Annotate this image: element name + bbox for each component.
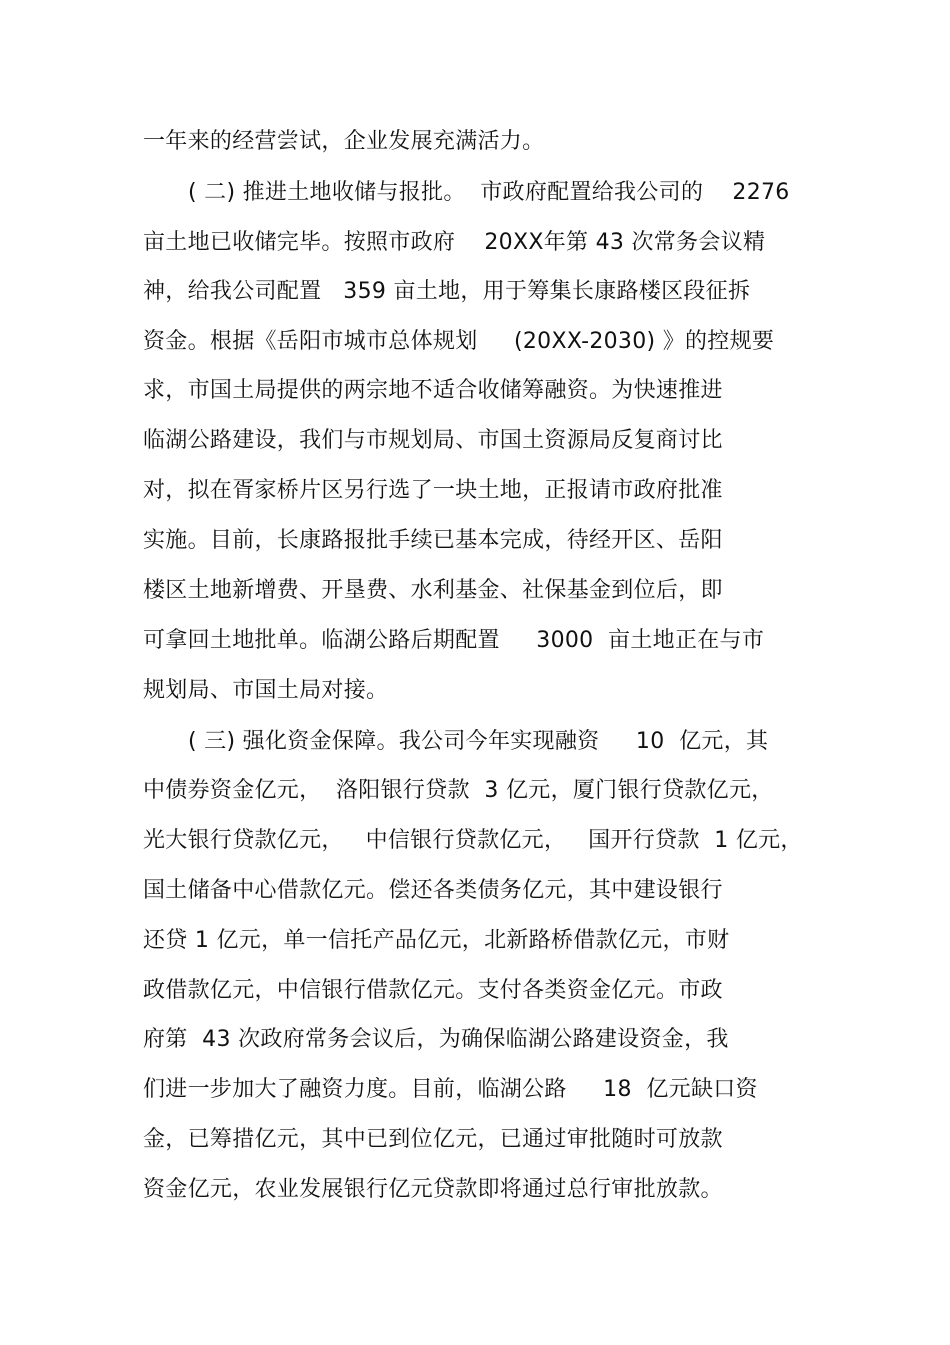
paragraph-line: 求，市国土局提供的两宗地不适合收储筹融资。为快速推进	[143, 378, 723, 403]
paragraph-line: 光大银行贷款亿元， 中信银行贷款亿元， 国开行贷款 1 亿元，	[143, 828, 803, 853]
paragraph-line: 神，给我公司配置 359 亩土地，用于筹集长康路楼区段征拆	[143, 279, 751, 304]
paragraph-line: 们进一步加大了融资力度。目前，临湖公路 18 亿元缺口资	[143, 1077, 758, 1102]
paragraph-line: 亩土地已收储完毕。按照市政府 20XX年第 43 次常务会议精	[143, 230, 766, 255]
paragraph-line: 可拿回土地批单。临湖公路后期配置 3000 亩土地正在与市	[143, 628, 765, 653]
paragraph-line: 临湖公路建设，我们与市规划局、市国土资源局反复商讨比	[143, 428, 723, 453]
paragraph-line: 府第 43 次政府常务会议后，为确保临湖公路建设资金，我	[143, 1027, 729, 1052]
paragraph-line: 政借款亿元，中信银行借款亿元。支付各类资金亿元。市政	[143, 978, 723, 1003]
paragraph-line: 规划局、市国土局对接。	[143, 678, 389, 703]
paragraph-line: 资金。根据《岳阳市城市总体规划 (20XX-2030) 》的控规要	[143, 329, 775, 354]
paragraph-line: ( 二) 推进土地收储与报批。 市政府配置给我公司的 2276	[188, 180, 790, 205]
paragraph-line: 金，已筹措亿元，其中已到位亿元，已通过审批随时可放款	[143, 1127, 723, 1152]
paragraph-line: 还贷 1 亿元，单一信托产品亿元，北新路桥借款亿元，市财	[143, 928, 730, 953]
paragraph-line: 对，拟在胥家桥片区另行选了一块土地，正报请市政府批准	[143, 478, 723, 503]
paragraph-line: 资金亿元，农业发展银行亿元贷款即将通过总行审批放款。	[143, 1177, 723, 1202]
paragraph-line: 国土储备中心借款亿元。偿还各类债务亿元，其中建设银行	[143, 878, 723, 903]
paragraph-line: 一年来的经营尝试，企业发展充满活力。	[143, 129, 545, 154]
paragraph-line: 楼区土地新增费、开垦费、水利基金、社保基金到位后，即	[143, 578, 723, 603]
paragraph-line: 中债券资金亿元， 洛阳银行贷款 3 亿元，厦门银行贷款亿元，	[143, 778, 774, 803]
paragraph-line: 实施。目前，长康路报批手续已基本完成，待经开区、岳阳	[143, 528, 723, 553]
paragraph-line: ( 三) 强化资金保障。我公司今年实现融资 10 亿元，其	[188, 729, 769, 754]
